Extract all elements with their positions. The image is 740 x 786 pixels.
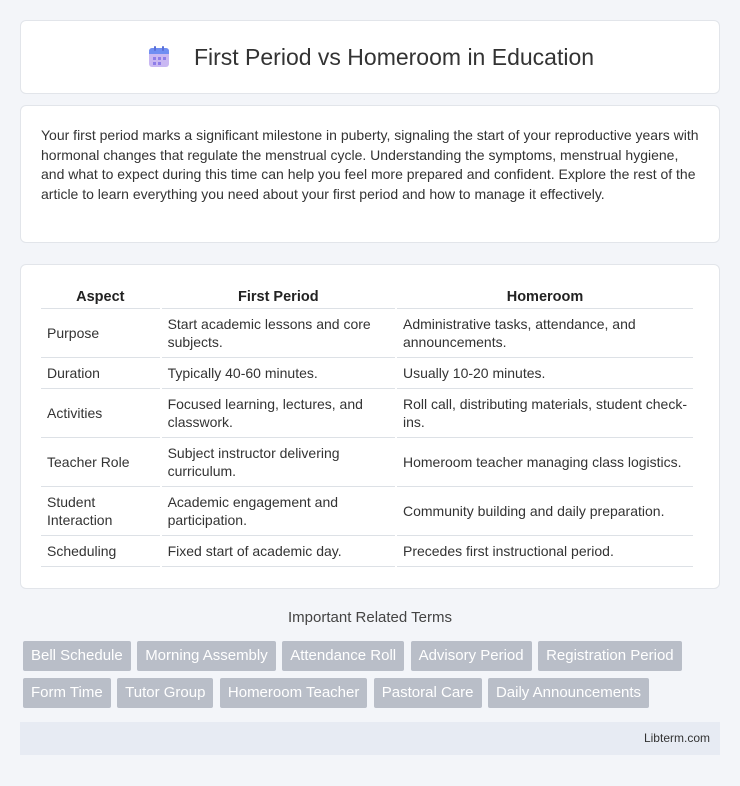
table-row — [41, 536, 693, 567]
table-row — [41, 438, 693, 487]
table-row — [41, 389, 693, 438]
table-cell: Focused learning, lectures, and classwork. — [162, 389, 395, 438]
related-term-tag[interactable]: Registration Period — [538, 641, 682, 671]
table-header-row — [41, 285, 693, 309]
header-card — [20, 20, 720, 94]
table-row — [41, 309, 693, 358]
table-row — [41, 358, 693, 389]
column-header: Homeroom — [397, 285, 693, 309]
related-term-tag[interactable]: Bell Schedule — [23, 641, 131, 671]
table-cell: Homeroom teacher managing class logistics. — [397, 438, 693, 487]
table-cell: Scheduling — [41, 536, 160, 567]
table-cell: Community building and daily preparation. — [397, 487, 693, 536]
related-term-tag[interactable]: Daily Announcements — [488, 678, 649, 708]
table-cell: Subject instructor delivering curriculum. — [162, 438, 395, 487]
footer — [20, 722, 720, 755]
related-term-tag[interactable]: Form Time — [23, 678, 111, 708]
footer-site-link[interactable]: Libterm.com — [643, 731, 710, 745]
table-cell: Academic engagement and participation. — [162, 487, 395, 536]
table-cell: Start academic lessons and core subjects. — [162, 309, 395, 358]
table-cell: Roll call, distributing materials, student check-ins. — [397, 389, 693, 438]
related-terms-title: Important Related Terms — [288, 609, 452, 626]
table-cell: Purpose — [41, 309, 160, 358]
related-term-tag[interactable]: Advisory Period — [411, 641, 532, 671]
page-title: First Period vs Homeroom in Education — [193, 43, 595, 70]
intro-text: Your first period marks a significant milestone in puberty, signaling the start of your reproductive years with hormonal changes that regulate the menstrual cycle. Understanding the symptoms, menstrual hygiene, and what to expect during this time can help you feel more prepared and confident. Explore the rest of the article to learn everything you need about your first period and how to manage it effectively. — [41, 127, 699, 202]
related-term-tag[interactable]: Homeroom Teacher — [220, 678, 367, 708]
intro-card — [20, 105, 720, 243]
calendar-icon — [146, 44, 172, 70]
table-cell: Usually 10-20 minutes. — [397, 358, 693, 389]
table-cell: Fixed start of academic day. — [162, 536, 395, 567]
table-row — [41, 487, 693, 536]
related-term-tag[interactable]: Attendance Roll — [282, 641, 404, 671]
table-cell: Typically 40-60 minutes. — [162, 358, 395, 389]
table-cell: Teacher Role — [41, 438, 160, 487]
column-header: Aspect — [41, 285, 160, 309]
related-term-tag[interactable]: Morning Assembly — [137, 641, 276, 671]
comparison-table-card — [20, 264, 720, 589]
related-term-tag[interactable]: Pastoral Care — [374, 678, 482, 708]
column-header: First Period — [162, 285, 395, 309]
table-cell: Administrative tasks, attendance, and announcements. — [397, 309, 693, 358]
table-cell: Precedes first instructional period. — [397, 536, 693, 567]
table-cell: Student Interaction — [41, 487, 160, 536]
table-cell: Activities — [41, 389, 160, 438]
comparison-table — [39, 285, 695, 567]
related-terms-list — [23, 641, 723, 715]
related-term-tag[interactable]: Tutor Group — [117, 678, 213, 708]
table-cell: Duration — [41, 358, 160, 389]
